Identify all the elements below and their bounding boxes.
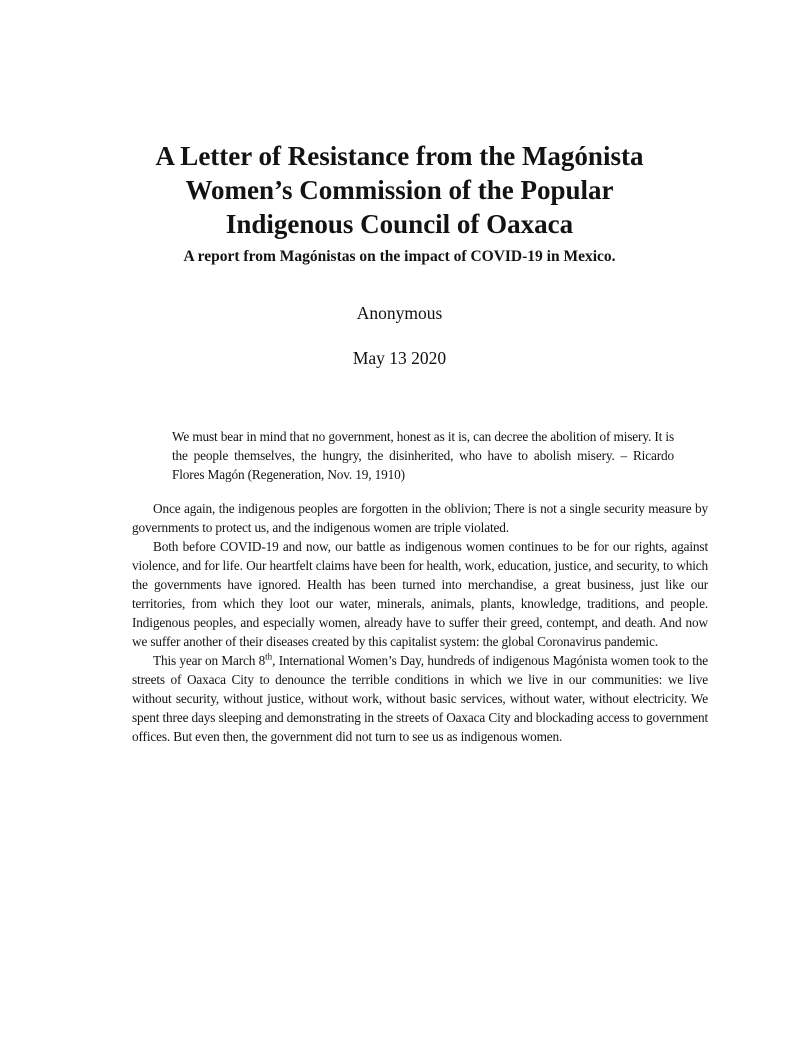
publication-date: May 13 2020: [352, 348, 447, 368]
title-line-1: A Letter of Resistance from the Magónista: [155, 141, 644, 171]
title-line-2: Women’s Commission of the Popular: [185, 175, 614, 205]
paragraph-2: Both before COVID-19 and now, our battle as indigenous women continues to be for our rights, against violence, and for life. Our heartfelt claims have been for health, work, education, justice, and security, to which the governments have ignored. Health has been turned into merchandise, a great business, just like our territories, from which they loot our water, minerals, animals, plants, knowledge, traditions, and people. Indigenous peoples, and especially women, already have to suffer their greed, contempt, and death. And now we suffer another of their diseases created by this capitalist system: the global Coronavirus pandemic.: [132, 539, 708, 649]
title-line-3: Indigenous Council of Oaxaca: [225, 209, 574, 239]
ordinal-superscript: th: [265, 651, 273, 662]
document-subtitle: A report from Magónistas on the impact of COVID-19 in Mexico.: [183, 248, 616, 265]
paragraph-3: [132, 651, 708, 746]
document-title: [60, 139, 739, 241]
epigraph-quote: We must bear in mind that no government, honest as it is, can decree the abolition of misery. It is the people themselves, the hungry, the disinherited, who have to abolish misery. – Ricardo Flores Magón (Regeneration, Nov. 19, 1910): [172, 429, 674, 482]
paragraph-3-text-end: , International Women’s Day, hundreds of indigenous Magónista women took to the streets of Oaxaca City to denounce the terrible conditions in which we live in our communities: we live without security, without justice, without work, without basic services, without water, without electricity. We spent three days sleeping and demonstrating in the streets of Oaxaca City and blockading access to government offices. But even then, the government did not turn to see us as indigenous women.: [132, 653, 708, 744]
paragraph-1: Once again, the indigenous peoples are forgotten in the oblivion; There is not a single security measure by governments to protect us, and the indigenous women are triple violated.: [132, 501, 708, 535]
document-body: [132, 427, 708, 746]
paragraph-3-text-start: This year on March 8: [153, 653, 266, 668]
author-name: Anonymous: [356, 303, 443, 323]
